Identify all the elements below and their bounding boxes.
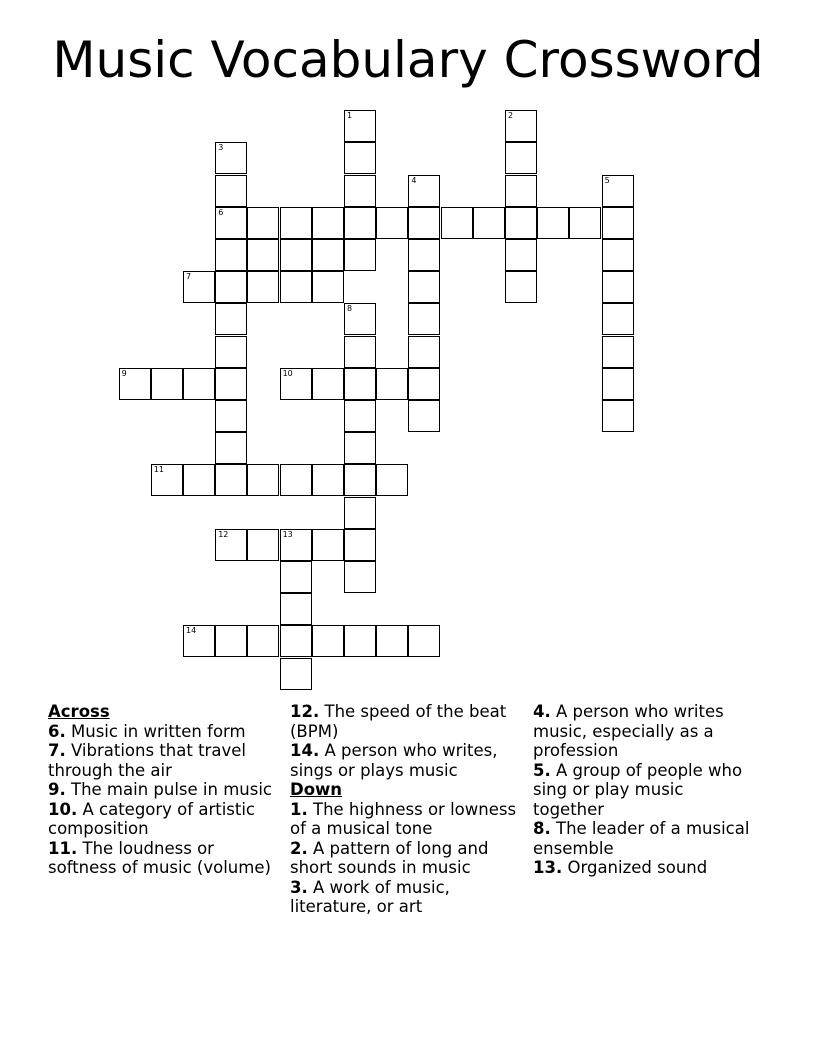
clue-down-8: 8. The leader of a musical ensemble [533,819,750,858]
clue-number: 9 [121,368,127,378]
grid-cell[interactable] [280,561,312,593]
grid-cell[interactable] [408,207,440,239]
clue-number: 4 [411,175,417,185]
grid-cell[interactable] [344,432,376,464]
grid-cell[interactable] [376,368,408,400]
grid-cell[interactable] [376,207,408,239]
clue-number: 3 [218,143,224,153]
grid-cell[interactable] [408,625,440,657]
grid-cell[interactable] [344,110,376,142]
grid-cell[interactable] [280,593,312,625]
clue-number: 10 [282,368,293,378]
grid-cell[interactable] [280,625,312,657]
clue-down-13: 13. Organized sound [533,858,708,877]
grid-cell[interactable] [569,207,601,239]
grid-cell[interactable] [505,142,537,174]
grid-cell[interactable] [312,625,344,657]
grid-cell[interactable] [312,271,344,303]
grid-cell[interactable] [280,207,312,239]
grid-cell[interactable] [602,400,634,432]
clue-down-3: 3. A work of music, literature, or art [290,877,450,916]
grid-cell[interactable] [215,400,247,432]
grid-cell[interactable] [602,175,634,207]
grid-cell[interactable] [344,561,376,593]
clue-across-10: 10. A category of artistic composition [48,799,256,838]
clue-across-9: 9. The main pulse in music [48,780,272,799]
grid-cell[interactable] [505,239,537,271]
grid-cell[interactable] [247,625,279,657]
grid-cell[interactable] [215,239,247,271]
grid-cell[interactable] [215,432,247,464]
grid-cell[interactable] [344,175,376,207]
grid-cell[interactable] [505,110,537,142]
grid-cell[interactable] [344,529,376,561]
clue-number: 2 [508,111,514,121]
clue-down-2: 2. A pattern of long and short sounds in music [290,838,489,877]
grid-cell[interactable] [215,271,247,303]
grid-cell[interactable] [537,207,569,239]
clue-number: 12 [218,529,229,539]
grid-cell[interactable] [602,271,634,303]
grid-cell[interactable] [280,529,312,561]
grid-cell[interactable] [408,336,440,368]
grid-cell[interactable] [280,368,312,400]
grid-cell[interactable] [344,142,376,174]
grid-cell[interactable] [280,658,312,690]
grid-cell[interactable] [312,239,344,271]
grid-cell[interactable] [119,368,151,400]
grid-cell[interactable] [247,529,279,561]
grid-cell[interactable] [602,207,634,239]
grid-cell[interactable] [376,464,408,496]
clues-column-2 [290,702,526,917]
clues-column-3 [533,702,753,878]
clue-number: 1 [347,111,353,121]
grid-cell[interactable] [312,464,344,496]
grid-cell[interactable] [183,368,215,400]
grid-cell[interactable] [312,207,344,239]
clue-number: 7 [186,272,192,282]
clue-number: 8 [347,304,353,314]
grid-cell[interactable] [312,529,344,561]
grid-cell[interactable] [473,207,505,239]
grid-cell[interactable] [215,368,247,400]
across-header: Across [48,702,110,721]
grid-cell[interactable] [183,271,215,303]
grid-cell[interactable] [247,207,279,239]
clue-across-12: 12. The speed of the beat (BPM) [290,702,507,741]
grid-cell[interactable] [344,207,376,239]
clue-down-4: 4. A person who writes music, especially as a profession [533,702,724,760]
clue-number: 5 [604,175,610,185]
grid-cell[interactable] [151,368,183,400]
grid-cell[interactable] [247,271,279,303]
grid-cell[interactable] [312,368,344,400]
clue-across-11: 11. The loudness or softness of music (volume) [48,838,271,877]
grid-cell[interactable] [602,368,634,400]
grid-cell[interactable] [344,336,376,368]
down-header: Down [290,780,343,799]
grid-cell[interactable] [215,175,247,207]
grid-cell[interactable] [215,336,247,368]
grid-cell[interactable] [408,400,440,432]
grid-cell[interactable] [408,239,440,271]
grid-cell[interactable] [215,207,247,239]
grid-cell[interactable] [183,464,215,496]
grid-cell[interactable] [408,303,440,335]
grid-cell[interactable] [215,142,247,174]
clues-column-1 [48,702,280,878]
grid-cell[interactable] [183,625,215,657]
grid-cell[interactable] [344,625,376,657]
grid-cell[interactable] [344,497,376,529]
grid-cell[interactable] [505,175,537,207]
clue-number: 14 [186,626,197,636]
grid-cell[interactable] [344,368,376,400]
grid-cell[interactable] [344,464,376,496]
grid-cell[interactable] [441,207,473,239]
clue-across-7: 7. Vibrations that travel through the air [48,741,246,780]
grid-cell[interactable] [408,175,440,207]
grid-cell[interactable] [247,464,279,496]
grid-cell[interactable] [215,464,247,496]
clue-down-1: 1. The highness or lowness of a musical tone [290,799,517,838]
grid-cell[interactable] [408,368,440,400]
grid-cell[interactable] [344,239,376,271]
grid-cell[interactable] [344,303,376,335]
grid-cell[interactable] [505,207,537,239]
grid-cell[interactable] [280,464,312,496]
grid-cell[interactable] [151,464,183,496]
grid-cell[interactable] [602,336,634,368]
grid-cell[interactable] [505,271,537,303]
grid-cell[interactable] [280,271,312,303]
grid-cell[interactable] [602,303,634,335]
grid-cell[interactable] [215,625,247,657]
grid-cell[interactable] [280,239,312,271]
clue-number: 11 [153,465,164,475]
grid-cell[interactable] [215,529,247,561]
grid-cell[interactable] [602,239,634,271]
grid-cell[interactable] [247,239,279,271]
grid-cell[interactable] [215,303,247,335]
grid-cell[interactable] [408,271,440,303]
clue-across-14: 14. A person who writes, sings or plays music [290,741,498,780]
grid-cell[interactable] [344,400,376,432]
grid-cell[interactable] [376,625,408,657]
page-title: Music Vocabulary Crossword [52,31,764,89]
clue-down-5: 5. A group of people who sing or play music together [533,760,743,819]
clue-number: 6 [218,207,224,217]
clue-number: 13 [282,529,293,539]
clue-across-6: 6. Music in written form [48,721,246,741]
